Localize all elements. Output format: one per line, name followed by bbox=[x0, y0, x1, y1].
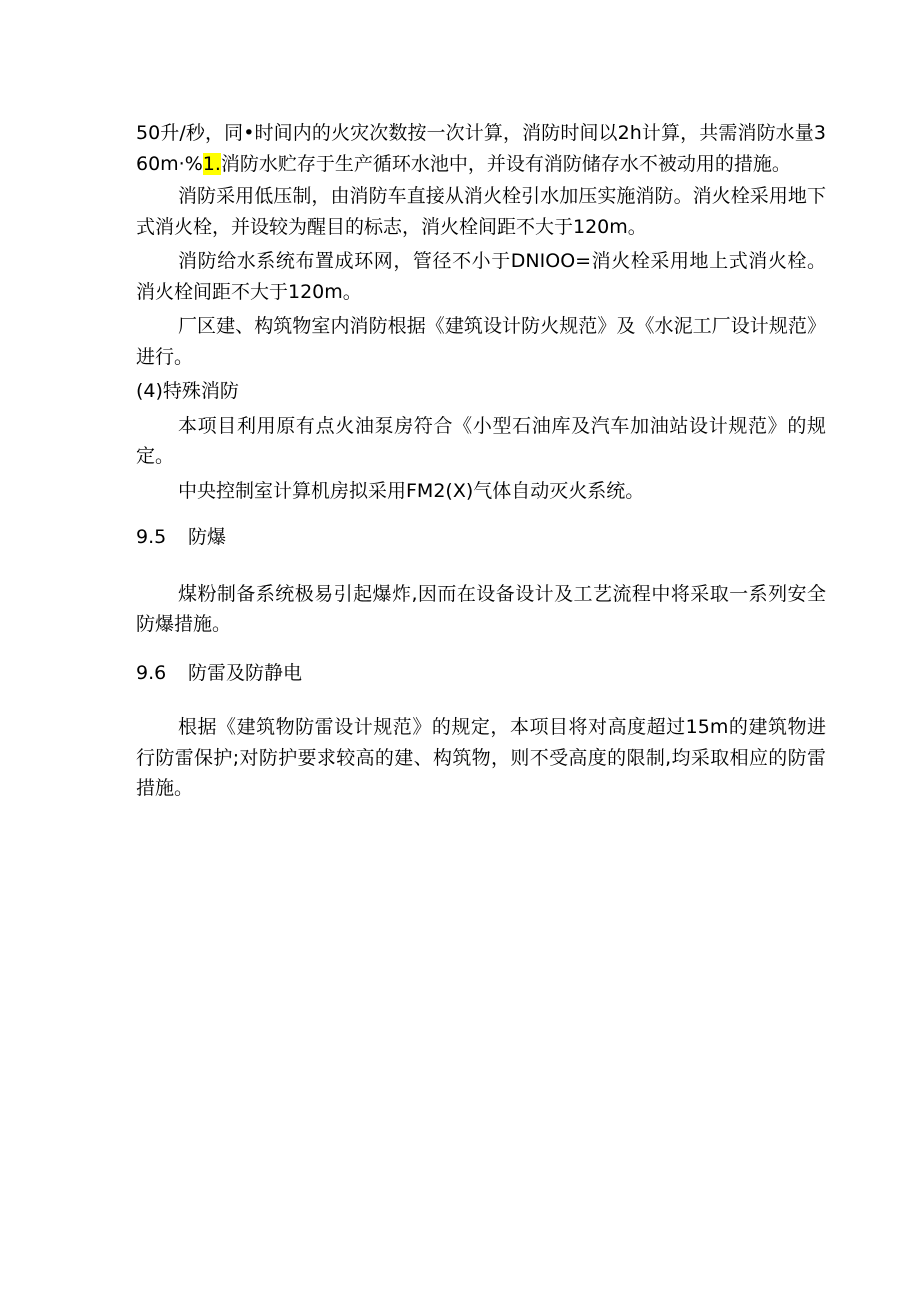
paragraph-ring-network: 消防给水系统布置成环网，管径不小于DNIOO=消火栓采用地上式消火栓。消火栓间距不大于120m。 bbox=[136, 250, 826, 303]
paragraph-fire-water-volume-end: 消防水贮存于生产循环水池中，并设有消防储存水不被动用的措施。 bbox=[220, 152, 791, 175]
section-title: 防雷及防静电 bbox=[188, 661, 303, 684]
paragraph-oil-pump-room: 本项目利用原有点火油泵房符合《小型石油库及汽车加油站设计规范》的规定。 bbox=[136, 414, 826, 467]
section-heading-lightning-protection bbox=[136, 658, 826, 689]
paragraph-coal-powder-explosion: 煤粉制备系统极易引起爆炸,因而在设备设计及工艺流程中将采取一系列安全防爆措施。 bbox=[136, 582, 826, 635]
section-number: 9.5 bbox=[136, 526, 167, 548]
paragraph-low-pressure-system: 消防采用低压制，由消防车直接从消火栓引水加压实施消防。消火栓采用地下式消火栓，并设较为醒目的标志，消火栓间距不大于120m。 bbox=[136, 185, 826, 238]
paragraph-lightning-protection: 根据《建筑物防雷设计规范》的规定，本项目将对高度超过15m的建筑物进行防雷保护;对防护要求较高的建、构筑物，则不受高度的限制,均采取相应的防雷措施。 bbox=[136, 716, 826, 799]
highlighted-text: 1. bbox=[202, 152, 221, 175]
section-heading-explosion-proof bbox=[136, 522, 826, 553]
subheading-special-fire-protection: (4)特殊消防 bbox=[136, 380, 239, 402]
paragraph-fire-water-volume-start: 50升/秒，同•时间内的火灾次数按一次计算，消防时间以2h计算，共需消防水量360m·% bbox=[136, 122, 826, 175]
paragraph-control-room-extinguishing: 中央控制室计算机房拟采用FM2(X)气体自动灭火系统。 bbox=[178, 479, 645, 502]
document-body bbox=[136, 118, 826, 804]
paragraph-fire-water-volume bbox=[136, 118, 826, 179]
section-title: 防爆 bbox=[188, 526, 227, 548]
section-number: 9.6 bbox=[136, 661, 167, 684]
paragraph-indoor-fire-protection: 厂区建、构筑物室内消防根据《建筑设计防火规范》及《水泥工厂设计规范》进行。 bbox=[136, 315, 826, 368]
